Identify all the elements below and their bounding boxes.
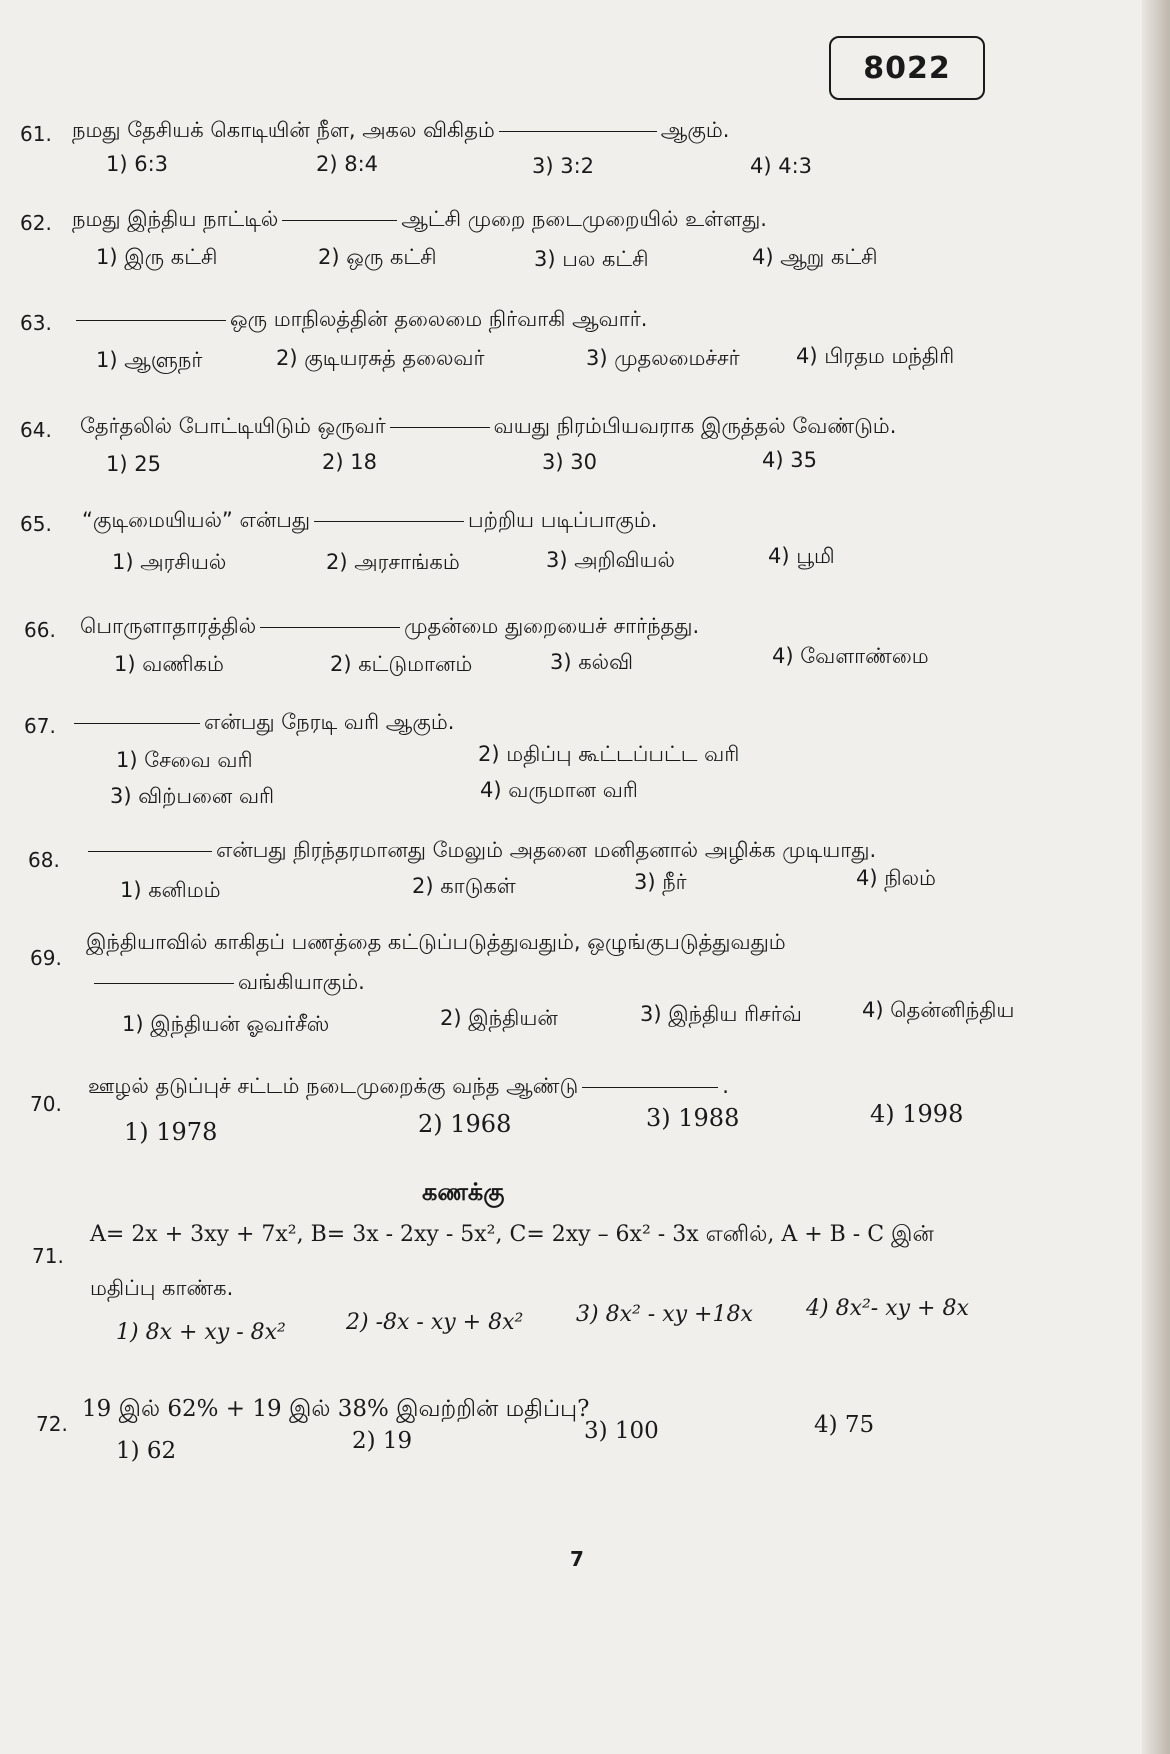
option-3: 3) அறிவியல் xyxy=(546,548,675,572)
section-title: கணக்கு xyxy=(422,1178,505,1206)
option-2: 2) அரசாங்கம் xyxy=(326,550,460,574)
question-text-cont: வங்கியாகும். xyxy=(90,970,365,997)
question-number: 61. xyxy=(20,122,52,146)
option-2: 2) -8x - xy + 8x² xyxy=(346,1310,524,1335)
option-1: 1) வணிகம் xyxy=(114,652,224,676)
option-4: 4) 8x²- xy + 8x xyxy=(806,1296,969,1321)
question-number: 66. xyxy=(24,618,56,642)
option-3: 3) கல்வி xyxy=(550,650,633,674)
question-text: என்பது நேரடி வரி ஆகும். xyxy=(70,710,454,737)
option-1: 1) அரசியல் xyxy=(112,550,227,574)
option-4: 4) பூமி xyxy=(768,544,835,568)
option-1: 1) கனிமம் xyxy=(120,878,221,902)
question-text: A= 2x + 3xy + 7x², B= 3x - 2xy - 5x², C= 2xy – 6x² - 3x எனில், A + B - C இன் xyxy=(90,1222,934,1247)
question-text: நமது இந்திய நாட்டில் ஆட்சி முறை நடைமுறையில் உள்ளது. xyxy=(72,207,767,231)
option-4: 4) தென்னிந்திய xyxy=(862,998,1015,1022)
question-number: 70. xyxy=(30,1092,62,1116)
question-number: 72. xyxy=(36,1412,68,1436)
option-4: 4) 1998 xyxy=(870,1100,964,1128)
question-number: 69. xyxy=(30,946,62,970)
option-3: 3) 1988 xyxy=(646,1104,740,1132)
option-3: 3) 100 xyxy=(584,1418,659,1444)
option-1: 1) 1978 xyxy=(124,1118,218,1146)
question-text: நமது தேசியக் கொடியின் நீள, அகல விகிதம் ஆகும். xyxy=(72,118,730,142)
option-2: 2) காடுகள் xyxy=(412,874,516,898)
option-2: 2) கட்டுமானம் xyxy=(330,652,473,676)
option-2: 2) இந்தியன் xyxy=(440,1006,558,1030)
option-3: 3) நீர் xyxy=(634,870,687,894)
question-text: “குடிமையியல்” என்பது பற்றிய படிப்பாகும். xyxy=(82,508,658,532)
option-3: 3) 3:2 xyxy=(532,154,595,178)
question-text: ஒரு மாநிலத்தின் தலைமை நிர்வாகி ஆவார். xyxy=(72,307,647,334)
option-2: 2) குடியரசுத் தலைவர் xyxy=(276,346,485,370)
option-4: 4) பிரதம மந்திரி xyxy=(796,344,955,368)
option-4: 4) நிலம் xyxy=(856,866,936,890)
option-3: 3) விற்பனை வரி xyxy=(110,784,275,808)
paper-code-box: 8022 xyxy=(829,36,985,100)
option-3: 3) 30 xyxy=(542,450,597,474)
question-number: 63. xyxy=(20,311,52,335)
question-number: 64. xyxy=(20,418,52,442)
option-4: 4) 4:3 xyxy=(750,154,813,178)
option-2: 2) மதிப்பு கூட்டப்பட்ட வரி xyxy=(478,742,740,766)
option-4: 4) வருமான வரி xyxy=(480,778,638,802)
question-number: 71. xyxy=(32,1244,64,1268)
option-1: 1) 8x + xy - 8x² xyxy=(116,1320,286,1345)
question-text: என்பது நிரந்தரமானது மேலும் அதனை மனிதனால் அழிக்க முடியாது. xyxy=(84,838,876,865)
option-2: 2) ஒரு கட்சி xyxy=(318,245,437,269)
question-text: இந்தியாவில் காகிதப் பணத்தை கட்டுப்படுத்துவதும், ஒழுங்குபடுத்துவதும் xyxy=(86,930,786,954)
option-1: 1) இரு கட்சி xyxy=(96,245,218,269)
question-text: பொருளாதாரத்தில் முதன்மை துறையைச் சார்ந்தது. xyxy=(80,614,700,638)
question-text: ஊழல் தடுப்புச் சட்டம் நடைமுறைக்கு வந்த ஆண்டு . xyxy=(88,1074,729,1098)
question-number: 68. xyxy=(28,848,60,872)
option-2: 2) 1968 xyxy=(418,1110,512,1138)
option-4: 4) 35 xyxy=(762,448,817,472)
page-edge xyxy=(1142,0,1170,1754)
option-2: 2) 18 xyxy=(322,450,377,474)
question-text-cont: மதிப்பு காண்க. xyxy=(90,1276,234,1300)
option-2: 2) 8:4 xyxy=(316,152,379,176)
question-text: 19 இல் 62% + 19 இல் 38% இவற்றின் மதிப்பு? xyxy=(82,1396,590,1422)
page-number: 7 xyxy=(570,1547,584,1571)
question-number: 67. xyxy=(24,714,56,738)
question-number: 65. xyxy=(20,512,52,536)
option-4: 4) ஆறு கட்சி xyxy=(752,245,878,269)
option-3: 3) 8x² - xy +18x xyxy=(576,1302,753,1327)
option-3: 3) பல கட்சி xyxy=(534,247,649,271)
question-text: தேர்தலில் போட்டியிடும் ஒருவர் வயது நிரம்பியவராக இருத்தல் வேண்டும். xyxy=(80,414,897,438)
option-3: 3) இந்திய ரிசர்வ் xyxy=(640,1002,802,1026)
option-2: 2) 19 xyxy=(352,1428,413,1454)
option-1: 1) 6:3 xyxy=(106,152,169,176)
option-1: 1) 25 xyxy=(106,452,161,476)
option-1: 1) சேவை வரி xyxy=(116,748,253,772)
option-1: 1) இந்தியன் ஓவர்சீஸ் xyxy=(122,1012,330,1036)
option-1: 1) 62 xyxy=(116,1438,177,1464)
option-4: 4) வேளாண்மை xyxy=(772,644,929,668)
question-number: 62. xyxy=(20,211,52,235)
option-4: 4) 75 xyxy=(814,1412,875,1438)
option-3: 3) முதலமைச்சர் xyxy=(586,346,740,370)
option-1: 1) ஆளுநர் xyxy=(96,348,203,372)
